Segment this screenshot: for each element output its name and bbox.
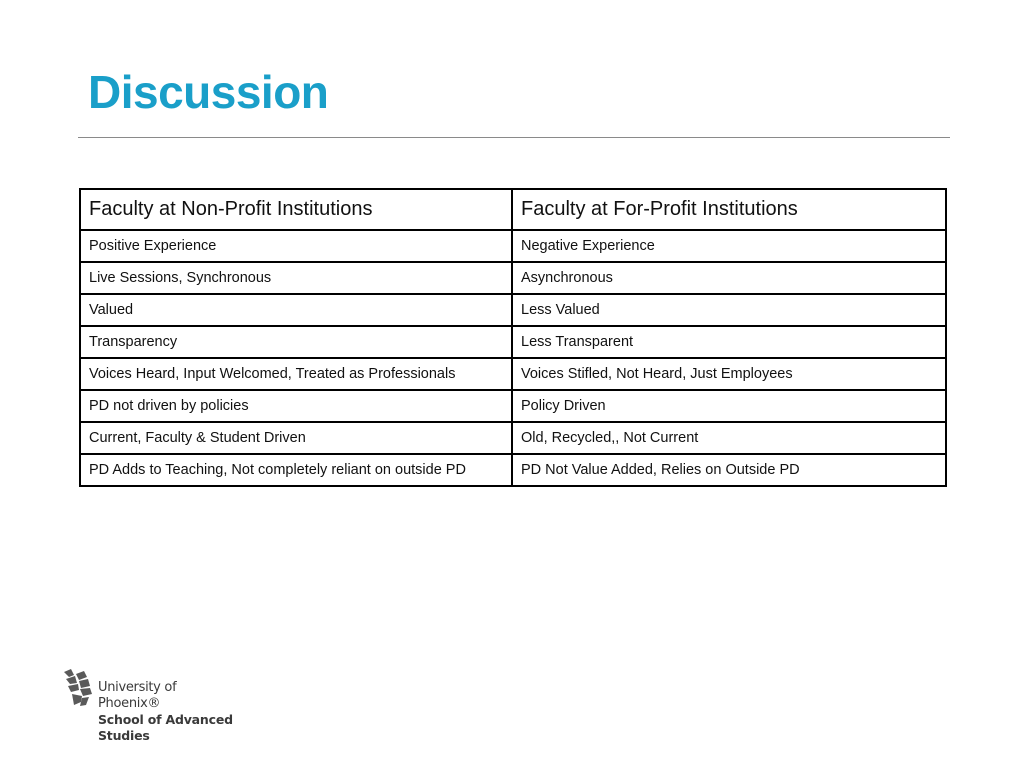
table-header-row bbox=[80, 189, 946, 230]
table-cell-forprofit: Less Transparent bbox=[512, 326, 946, 358]
table-cell-forprofit: Voices Stifled, Not Heard, Just Employees bbox=[512, 358, 946, 390]
table-row bbox=[80, 390, 946, 422]
table-row bbox=[80, 326, 946, 358]
table-cell-nonprofit: Valued bbox=[80, 294, 512, 326]
comparison-table bbox=[79, 188, 947, 487]
logo-text bbox=[98, 680, 242, 744]
title-divider bbox=[78, 137, 950, 138]
table-cell-forprofit: Negative Experience bbox=[512, 230, 946, 262]
logo-school-name: School of Advanced bbox=[98, 712, 233, 727]
table-cell-forprofit: PD Not Value Added, Relies on Outside PD bbox=[512, 454, 946, 486]
table-cell-nonprofit: PD Adds to Teaching, Not completely reliant on outside PD bbox=[80, 454, 512, 486]
table-cell-nonprofit: Live Sessions, Synchronous bbox=[80, 262, 512, 294]
table-cell-forprofit: Asynchronous bbox=[512, 262, 946, 294]
table-cell-nonprofit: PD not driven by policies bbox=[80, 390, 512, 422]
university-logo bbox=[62, 668, 242, 743]
table-cell-nonprofit: Current, Faculty & Student Driven bbox=[80, 422, 512, 454]
table-header-nonprofit: Faculty at Non-Profit Institutions bbox=[80, 189, 512, 230]
table-row bbox=[80, 454, 946, 486]
table-row bbox=[80, 294, 946, 326]
table-row bbox=[80, 230, 946, 262]
phoenix-bird-icon bbox=[62, 668, 96, 708]
table-row bbox=[80, 358, 946, 390]
table-header-forprofit: Faculty at For-Profit Institutions bbox=[512, 189, 946, 230]
slide-title: Discussion bbox=[88, 66, 329, 118]
table-cell-forprofit: Policy Driven bbox=[512, 390, 946, 422]
table-cell-nonprofit: Positive Experience bbox=[80, 230, 512, 262]
table-cell-nonprofit: Voices Heard, Input Welcomed, Treated as Professionals bbox=[80, 358, 512, 390]
logo-university-name: University of Phoenix® bbox=[98, 680, 177, 711]
logo-school-name-2: Studies bbox=[98, 728, 150, 743]
table-row bbox=[80, 422, 946, 454]
table-cell-forprofit: Old, Recycled,, Not Current bbox=[512, 422, 946, 454]
table-cell-forprofit: Less Valued bbox=[512, 294, 946, 326]
table-cell-nonprofit: Transparency bbox=[80, 326, 512, 358]
table-row bbox=[80, 262, 946, 294]
